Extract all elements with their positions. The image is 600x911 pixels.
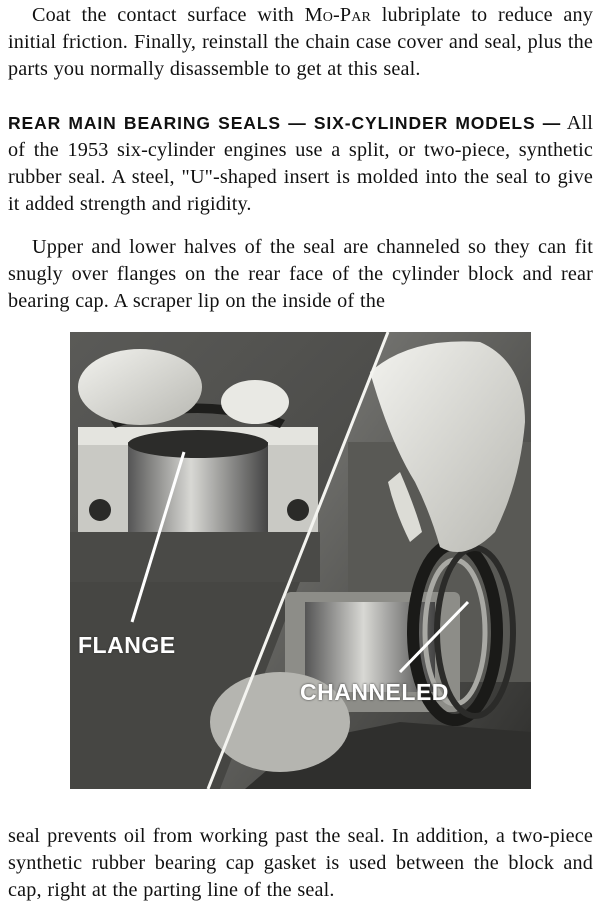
brand-name: Mo-Par bbox=[304, 4, 371, 26]
seal-photo-illustration bbox=[70, 332, 531, 789]
paragraph-lubriplate bbox=[8, 2, 593, 83]
paragraph-text: All of the 1953 six-cylinder engines use a split, or two-piece, synthetic rubber seal. A steel, "U"-shaped insert is molded into the seal to give it added strength and rigidity. bbox=[8, 112, 593, 215]
paragraph-text: seal prevents oil from working past the seal. In addition, a two-piece synthetic rubber bearing cap gasket is used between the block and cap, right at the parting line of the seal. bbox=[8, 825, 593, 901]
paragraph-text: Upper and lower halves of the seal are channeled so they can fit snugly over flanges on the rear face of the cylinder block and rear bearing cap. A scraper lip on the inside of the bbox=[8, 236, 593, 312]
paragraph-scraper-lip bbox=[8, 823, 593, 904]
paragraph-rear-main-seals bbox=[8, 110, 593, 218]
section-heading: REAR MAIN BEARING SEALS — SIX-CYLINDER MODELS — bbox=[8, 113, 562, 133]
flange-label: FLANGE bbox=[78, 632, 176, 658]
channeled-label: CHANNELED bbox=[300, 679, 449, 705]
seal-photo bbox=[70, 332, 531, 789]
paragraph-text: Coat the contact surface with bbox=[32, 4, 305, 26]
paragraph-text: lubriplate to reduce any initial friction. Finally, reinstall the chain case cover and seal, plus the parts you normally disassemble to get at this seal. bbox=[8, 4, 594, 80]
paragraph-channeled-halves bbox=[8, 234, 593, 315]
